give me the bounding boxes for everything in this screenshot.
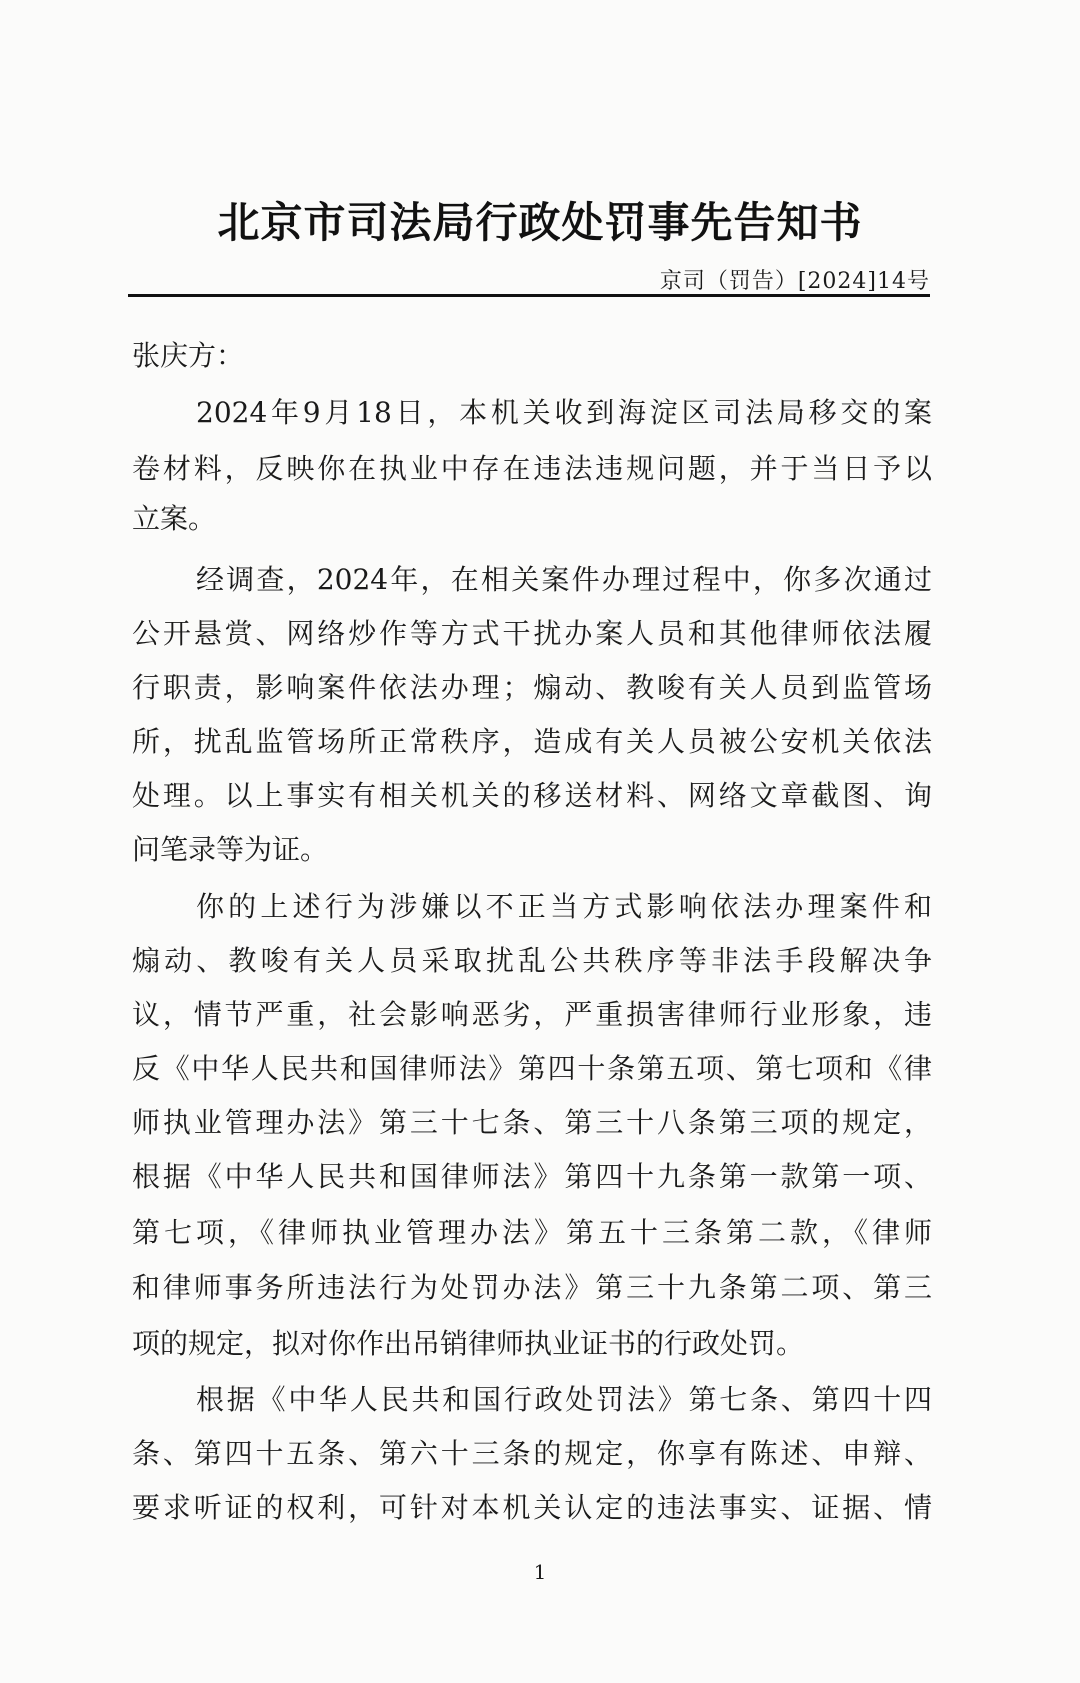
body-text-line: 要求听证的权利，可针对本机关认定的违法事实、证据、情 xyxy=(132,1491,932,1524)
body-text-line: 议，情节严重，社会影响恶劣，严重损害律师行业形象，违 xyxy=(132,998,932,1031)
body-text-line: 2024年9月18日，本机关收到海淀区司法局移交的案 xyxy=(196,396,932,429)
header-divider xyxy=(128,294,930,297)
body-text-line: 公开悬赏、网络炒作等方式干扰办案人员和其他律师依法履 xyxy=(132,617,932,650)
page-number: 1 xyxy=(533,1560,547,1584)
body-text-line: 经调查，2024年，在相关案件办理过程中，你多次通过 xyxy=(196,563,932,596)
body-text-line: 根据《中华人民共和国律师法》第四十九条第一款第一项、 xyxy=(132,1160,932,1193)
body-text-line: 条、第四十五条、第六十三条的规定，你享有陈述、申辩、 xyxy=(132,1437,932,1470)
body-text-line: 你的上述行为涉嫌以不正当方式影响依法办理案件和 xyxy=(196,890,932,923)
body-text-line: 第七项，《律师执业管理办法》第五十三条第二款，《律师 xyxy=(132,1216,932,1249)
body-text-line: 煽动、教唆有关人员采取扰乱公共秩序等非法手段解决争 xyxy=(132,944,932,977)
document-number: 京司（罚告）[2024]14号 xyxy=(659,269,930,294)
body-text-line: 卷材料，反映你在执业中存在违法违规问题，并于当日予以 xyxy=(132,452,932,485)
salutation: 张庆方： xyxy=(132,339,245,372)
body-text-line: 处理。以上事实有相关机关的移送材料、网络文章截图、询 xyxy=(132,779,932,812)
body-text-line: 所，扰乱监管场所正常秩序，造成有关人员被公安机关依法 xyxy=(132,725,932,758)
body-text-line: 问笔录等为证。 xyxy=(132,833,329,866)
body-text-line: 和律师事务所违法行为处罚办法》第三十九条第二项、第三 xyxy=(132,1271,932,1304)
body-text-line: 根据《中华人民共和国行政处罚法》第七条、第四十四 xyxy=(196,1383,932,1416)
body-text-line: 立案。 xyxy=(132,502,217,535)
body-text-line: 反《中华人民共和国律师法》第四十条第五项、第七项和《律 xyxy=(132,1052,932,1085)
body-text-line: 行职责，影响案件依法办理；煽动、教唆有关人员到监管场 xyxy=(132,671,932,704)
body-text-line: 项的规定，拟对你作出吊销律师执业证书的行政处罚。 xyxy=(132,1327,805,1360)
document-title: 北京市司法局行政处罚事先告知书 xyxy=(217,198,863,247)
body-text-line: 师执业管理办法》第三十七条、第三十八条第三项的规定， xyxy=(132,1106,932,1139)
